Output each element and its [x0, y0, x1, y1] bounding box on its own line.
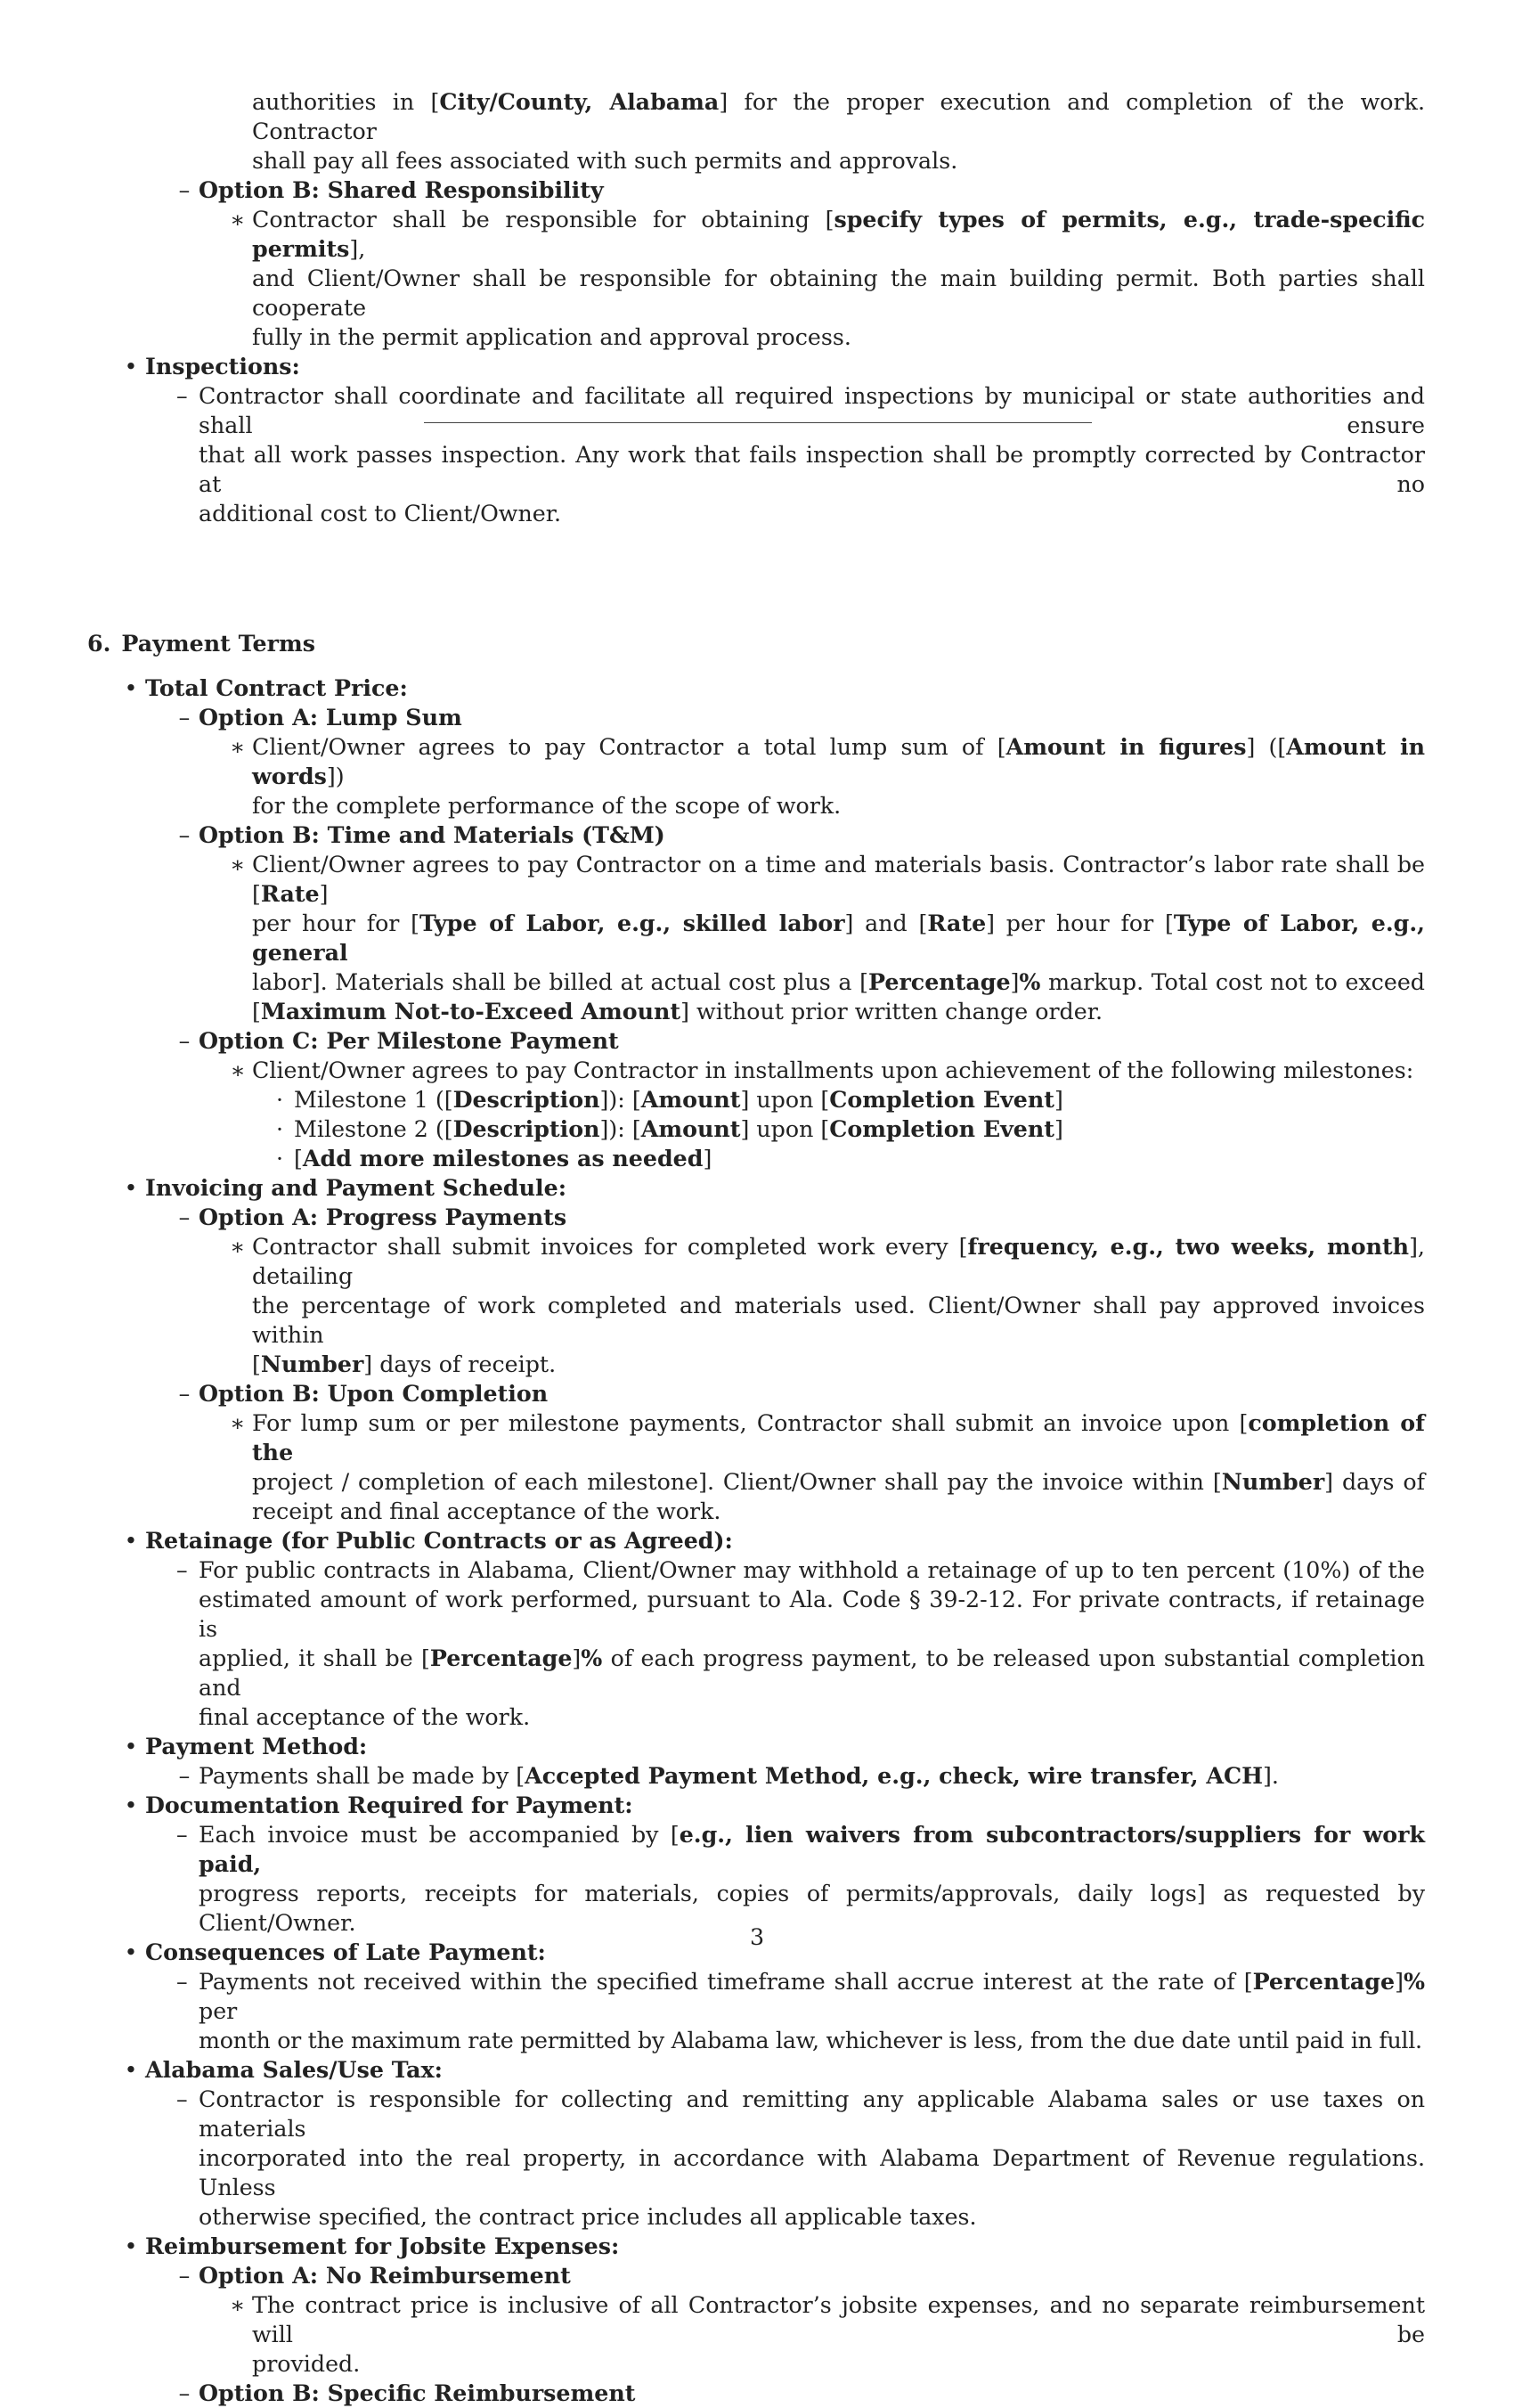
paragraph-section6-late-payment-para: [87, 1967, 1425, 2055]
paragraph-section6-sales-tax-para: [87, 2085, 1425, 2232]
paragraph-line: [252, 1467, 1425, 1497]
milestone-item: [275, 1144, 1425, 1173]
text-run: progress reports, receipts for materials, copies of permits/approvals, daily logs: [199, 1881, 1197, 1906]
text-run: Milestone 2 (: [294, 1116, 444, 1142]
text-run: of each progress payment, to be released upon substantial completion and: [199, 1645, 1425, 1701]
paragraph-line: [176, 381, 1425, 440]
text-run: [: [421, 1645, 430, 1671]
paragraph-line: [252, 791, 1425, 820]
dash-marker: –: [176, 1969, 188, 1995]
placeholder-field: Description: [452, 1115, 600, 1142]
item-title-text: Option B: Time and Materials (T&M): [199, 821, 665, 848]
paragraph-line: [230, 2290, 1425, 2349]
text-run: authorities in: [252, 89, 431, 115]
percent-sign: %: [581, 1645, 603, 1671]
item-title-section6-reimbursement-title: [124, 2232, 1425, 2261]
paragraph-section6-documentation-para: [87, 1820, 1425, 1938]
item-title-text: Option B: Upon Completion: [199, 1380, 549, 1407]
section-divider: [424, 422, 1092, 423]
text-run: ] days of: [1324, 1469, 1426, 1495]
paragraph-line: [252, 322, 1425, 352]
dash-marker: –: [176, 1557, 188, 1583]
paragraph-line: [199, 1585, 1425, 1644]
text-run: [: [631, 1116, 641, 1142]
text-run: per: [199, 1998, 238, 2024]
placeholder-field: Percentage: [1252, 1968, 1396, 1995]
text-run: [: [918, 910, 928, 936]
dash-marker: –: [178, 2380, 191, 2406]
text-run: ] days of receipt.: [363, 1351, 557, 1377]
paragraph-section5-tail-option-b-para: [87, 205, 1425, 352]
text-run: the percentage of work completed and materials used. Client/Owner shall pay approved invoices within: [252, 1293, 1425, 1348]
placeholder-field: frequency, e.g., two weeks, month: [967, 1233, 1410, 1260]
dash-marker: –: [176, 1822, 188, 1848]
text-run: [: [1164, 910, 1174, 936]
bullet-marker: •: [124, 2233, 138, 2259]
bullet-marker: •: [124, 1734, 138, 1759]
paragraph-line: [199, 1879, 1425, 1908]
item-title-section6-invoicing-option-b-title: [178, 1379, 1425, 1408]
page-content: [87, 87, 1425, 2408]
text-run: ]: [1054, 1087, 1063, 1113]
paragraph-line: [252, 1350, 1425, 1379]
placeholder-field: Amount in words: [252, 733, 1425, 789]
paragraph-line: [252, 967, 1425, 997]
item-title-section6-retainage-title: [124, 1526, 1425, 1555]
text-run: Milestone 1 (: [294, 1087, 444, 1113]
dot-marker: ·: [275, 1116, 284, 1142]
item-title-section6-invoicing-title: [124, 1173, 1425, 1203]
item-title-text: Option A: Lump Sum: [199, 704, 462, 731]
item-title-section6-sales-tax-title: [124, 2055, 1425, 2085]
text-run: [: [825, 207, 834, 233]
text-run: estimated amount of work performed, pursuant to Ala. Code § 39-2-12. For private contracts, if retainage is: [199, 1587, 1425, 1642]
item-title-section6-payment-method-title: [124, 1732, 1425, 1761]
text-run: Contractor shall coordinate and facilitate all required inspections by municipal or state authorities and shall ensure: [199, 383, 1425, 438]
text-run: ]: [319, 881, 329, 907]
placeholder-field: Type of Labor, e.g., skilled labor: [419, 910, 845, 936]
text-run: [: [252, 999, 261, 1024]
text-run: Payments shall be made by: [199, 1763, 517, 1789]
paragraph-section6-invoicing-option-b-para: [87, 1408, 1425, 1526]
item-title-text: Alabama Sales/Use Tax:: [145, 2056, 443, 2083]
text-run: per hour for: [252, 910, 411, 936]
placeholder-field: Rate: [927, 910, 987, 936]
paragraph-line: [252, 87, 1425, 146]
text-run: ]. Client/Owner shall pay the invoice within: [698, 1469, 1213, 1495]
item-title-text: Reimbursement for Jobsite Expenses:: [145, 2233, 620, 2259]
text-run: that all work passes inspection. Any work that fails inspection shall be promptly corrected by Contractor at no: [199, 442, 1425, 497]
placeholder-field: City/County, Alabama: [439, 88, 720, 115]
dash-marker: –: [178, 1381, 191, 1407]
section-6-heading: [87, 629, 1425, 658]
paragraph-section6-total-contract-price-option-c-para: [87, 1056, 1425, 1085]
dash-marker: –: [178, 177, 191, 203]
placeholder-field: specify types of permits, e.g., trade-specific permits: [252, 206, 1425, 262]
item-title-section6-total-contract-price-option-a-title: [178, 703, 1425, 732]
text-run: ]):: [599, 1116, 632, 1142]
text-run: ] and: [844, 910, 919, 936]
dot-marker: ·: [275, 1146, 284, 1171]
text-run: incorporated into the real property, in accordance with Alabama Department of Revenue regulations. Unless: [199, 2145, 1425, 2200]
item-title-text: Option B: Specific Reimbursement: [199, 2379, 636, 2406]
star-marker: ∗: [230, 852, 246, 877]
text-run: ]: [1010, 969, 1020, 995]
text-run: ]): [326, 763, 345, 789]
placeholder-field: Percentage: [868, 968, 1011, 995]
bullet-marker: •: [124, 1528, 138, 1554]
text-run: [: [1277, 734, 1287, 760]
item-title-section6-documentation-title: [124, 1791, 1425, 1820]
item-title-text: Consequences of Late Payment:: [145, 1939, 546, 1965]
placeholder-field: e.g., lien waivers from subcontractors/suppliers for work paid,: [199, 1821, 1425, 1877]
placeholder-field: Description: [452, 1086, 600, 1113]
bullet-marker: •: [124, 675, 138, 701]
paragraph-section6-payment-method-para: [87, 1761, 1425, 1791]
star-marker: ∗: [230, 1410, 246, 1436]
text-run: [: [958, 1234, 968, 1260]
text-run: receipt and final acceptance of the work.: [252, 1498, 721, 1524]
milestone-list-section6-total-contract-price-milestones: [87, 1085, 1425, 1173]
text-run: [: [631, 1087, 641, 1113]
paragraph-line: [199, 1644, 1425, 1702]
placeholder-field: Number: [260, 1351, 364, 1377]
text-run: [: [1239, 1410, 1249, 1436]
text-run: [: [1243, 1969, 1253, 1995]
text-run: Client/Owner agrees to pay Contractor on a time and materials basis. Contractor’s labor rate shall be: [252, 852, 1425, 877]
paragraph-line: [199, 440, 1425, 499]
paragraph-section6-invoicing-option-a-para: [87, 1232, 1425, 1379]
paragraph-line: [199, 1702, 1425, 1732]
item-title-section5-tail-inspections-title: [124, 352, 1425, 381]
paragraph-line: [252, 1497, 1425, 1526]
text-run: For public contracts in Alabama, Client/Owner may withhold a retainage of up to ten percent (10%) of the: [199, 1557, 1425, 1583]
item-title-section6-total-contract-price-option-c-title: [178, 1026, 1425, 1056]
text-run: ]):: [599, 1087, 632, 1113]
item-title-text: Option B: Shared Responsibility: [199, 176, 604, 203]
paragraph-line: [199, 499, 1425, 528]
paragraph-section6-retainage-para: [87, 1555, 1425, 1732]
text-run: fully in the permit application and approval process.: [252, 324, 851, 350]
item-title-section6-reimbursement-option-a-title: [178, 2261, 1425, 2290]
placeholder-field: Completion Event: [829, 1086, 1054, 1113]
text-run: [: [252, 1351, 261, 1377]
text-run: ]: [1054, 1116, 1063, 1142]
text-run: [: [997, 734, 1006, 760]
text-run: ] without prior written change order.: [680, 999, 1103, 1024]
text-run: otherwise specified, the contract price includes all applicable taxes.: [199, 2204, 977, 2230]
text-run: [: [252, 881, 261, 907]
paragraph-line: [252, 146, 1425, 175]
text-run: Client/Owner.: [199, 1910, 356, 1936]
text-run: labor: [252, 969, 312, 995]
item-title-text: Option C: Per Milestone Payment: [199, 1027, 619, 1054]
placeholder-field: Type of Labor, e.g., general: [252, 910, 1425, 966]
placeholder-field: Rate: [260, 880, 320, 907]
text-run: Client/Owner agrees to pay Contractor a total lump sum of: [252, 734, 997, 760]
item-title-text: Option A: Progress Payments: [199, 1204, 567, 1230]
section-title: Payment Terms: [121, 630, 315, 657]
item-title-section6-reimbursement-option-b-title: [178, 2379, 1425, 2408]
page-number: 3: [749, 1924, 765, 1950]
paragraph-line: [176, 1820, 1425, 1879]
dash-marker: –: [178, 2263, 191, 2289]
star-marker: ∗: [230, 1234, 246, 1260]
text-run: [: [820, 1087, 830, 1113]
paragraph-line: [230, 1232, 1425, 1291]
bullet-marker: •: [124, 354, 138, 380]
text-run: Contractor shall submit invoices for completed work every: [252, 1234, 959, 1260]
text-run: ] per hour for: [986, 910, 1165, 936]
paragraph-section5-tail-a-para: [87, 87, 1425, 175]
text-run: Contractor is responsible for collecting and remitting any applicable Alabama sales or use taxes on materials: [199, 2086, 1425, 2142]
text-run: project / completion of each milestone: [252, 1469, 699, 1495]
text-run: [: [294, 1146, 303, 1171]
text-run: [: [670, 1822, 680, 1848]
placeholder-field: Completion Event: [829, 1115, 1054, 1142]
dot-marker: ·: [275, 1087, 284, 1113]
item-title-text: Documentation Required for Payment:: [145, 1792, 633, 1818]
text-run: ]: [1395, 1969, 1404, 1995]
placeholder-field: Percentage: [429, 1645, 573, 1671]
star-marker: ∗: [230, 734, 246, 760]
placeholder-field: Add more milestones as needed: [302, 1145, 704, 1171]
placeholder-field: Maximum Not-to-Exceed Amount: [260, 998, 681, 1024]
percent-sign: %: [1019, 968, 1041, 995]
milestone-item: [275, 1085, 1425, 1114]
section-number: 6.: [87, 630, 111, 657]
paragraph-line: [176, 1967, 1425, 2026]
placeholder-field: completion of the: [252, 1409, 1425, 1465]
placeholder-field: Amount in figures: [1005, 733, 1247, 760]
text-run: applied, it shall be: [199, 1645, 422, 1671]
text-run: [: [411, 910, 420, 936]
star-marker: ∗: [230, 1057, 246, 1083]
paragraph-section6-total-contract-price-option-a-para: [87, 732, 1425, 820]
percent-sign: %: [1403, 1968, 1425, 1995]
paragraph-line: [230, 732, 1425, 791]
text-run: ]: [703, 1146, 712, 1171]
text-run: shall pay all fees associated with such permits and approvals.: [252, 148, 958, 174]
bullet-marker: •: [124, 1792, 138, 1818]
bullet-marker: •: [124, 1939, 138, 1965]
item-title-text: Option A: No Reimbursement: [199, 2262, 571, 2289]
dash-marker: –: [176, 2086, 188, 2112]
paragraph-line: [252, 997, 1425, 1026]
text-run: ], detailing: [252, 1234, 1425, 1289]
item-title-section6-total-contract-price-option-b-title: [178, 820, 1425, 850]
item-title-text: Total Contract Price:: [145, 674, 408, 701]
paragraph-line: [176, 1555, 1425, 1585]
paragraph-section5-tail-inspections-para: [87, 381, 1425, 528]
paragraph-line: [252, 264, 1425, 322]
text-run: The contract price is inclusive of all Contractor’s jobsite expenses, and no separate reimbursement will be: [252, 2292, 1425, 2347]
placeholder-field: Amount: [640, 1086, 741, 1113]
paragraph-line: [176, 2085, 1425, 2143]
paragraph-line: [230, 205, 1425, 264]
text-run: ] as requested by: [1196, 1881, 1425, 1906]
text-run: ].: [1263, 1763, 1279, 1789]
paragraph-line: [252, 909, 1425, 967]
dash-marker: –: [178, 1028, 191, 1054]
item-title-section6-invoicing-option-a-title: [178, 1203, 1425, 1232]
text-run: [: [444, 1087, 453, 1113]
placeholder-field: Amount: [640, 1115, 741, 1142]
item-title-text: Payment Method:: [145, 1733, 368, 1759]
text-run: Payments not received within the specified timeframe shall accrue interest at the rate of: [199, 1969, 1244, 1995]
text-run: [: [1212, 1469, 1222, 1495]
dash-marker: –: [178, 705, 191, 731]
dash-marker: –: [178, 822, 191, 848]
text-run: additional cost to Client/Owner.: [199, 501, 562, 526]
bullet-marker: •: [124, 2057, 138, 2083]
text-run: Each invoice must be accompanied by: [199, 1822, 671, 1848]
item-title-text: Inspections:: [145, 353, 300, 380]
paragraph-line: [230, 1056, 1425, 1085]
text-run: markup. Total cost not to exceed: [1040, 969, 1425, 995]
placeholder-field: Accepted Payment Method, e.g., check, wire transfer, ACH: [525, 1762, 1264, 1789]
text-run: ] upon: [740, 1087, 821, 1113]
paragraph-line: [252, 2349, 1425, 2379]
text-run: Client/Owner agrees to pay Contractor in installments upon achievement of the following milestones:: [252, 1057, 1414, 1083]
paragraph-line: [199, 2026, 1425, 2055]
text-run: [: [444, 1116, 453, 1142]
paragraph-section6-total-contract-price-option-b-para: [87, 850, 1425, 1026]
text-run: [: [516, 1763, 525, 1789]
paragraph-line: [199, 2202, 1425, 2232]
text-run: ] upon: [740, 1116, 821, 1142]
dash-marker: –: [178, 1204, 191, 1230]
text-run: ] for the proper execution and completion of the work. Contractor: [252, 89, 1425, 144]
text-run: final acceptance of the work.: [199, 1704, 531, 1730]
text-run: and Client/Owner shall be responsible for obtaining the main building permit. Both parties shall cooperate: [252, 265, 1425, 321]
item-title-section5-tail-option-b-title: [178, 175, 1425, 205]
item-title-section6-total-contract-price-title: [124, 673, 1425, 703]
text-run: month or the maximum rate permitted by Alabama law, whichever is less, from the due date until paid in full.: [199, 2028, 1422, 2053]
paragraph-line: [230, 1408, 1425, 1467]
paragraph-line: [178, 1761, 1425, 1791]
text-run: ]: [572, 1645, 582, 1671]
text-run: provided.: [252, 2351, 361, 2377]
text-run: Contractor shall be responsible for obtaining: [252, 207, 826, 233]
text-run: for the complete performance of the scope of work.: [252, 793, 842, 819]
paragraph-section6-reimbursement-option-a-para: [87, 2290, 1425, 2379]
text-run: [: [430, 89, 440, 115]
dash-marker: –: [178, 1763, 191, 1789]
text-run: [: [859, 969, 869, 995]
text-run: For lump sum or per milestone payments, Contractor shall submit an invoice upon: [252, 1410, 1240, 1436]
item-title-text: Invoicing and Payment Schedule:: [145, 1174, 567, 1201]
text-run: ] (: [1246, 734, 1278, 760]
paragraph-line: [199, 2143, 1425, 2202]
text-run: ]. Materials shall be billed at actual cost plus a: [311, 969, 860, 995]
star-marker: ∗: [230, 2292, 246, 2318]
bullet-marker: •: [124, 1175, 138, 1201]
item-title-text: Retainage (for Public Contracts or as Agreed):: [145, 1527, 733, 1554]
star-marker: ∗: [230, 207, 246, 233]
placeholder-field: Number: [1221, 1468, 1325, 1495]
paragraph-line: [252, 1291, 1425, 1350]
dash-marker: –: [176, 383, 188, 409]
milestone-item: [275, 1114, 1425, 1144]
text-run: ],: [349, 236, 366, 262]
paragraph-line: [230, 850, 1425, 909]
text-run: [: [820, 1116, 830, 1142]
